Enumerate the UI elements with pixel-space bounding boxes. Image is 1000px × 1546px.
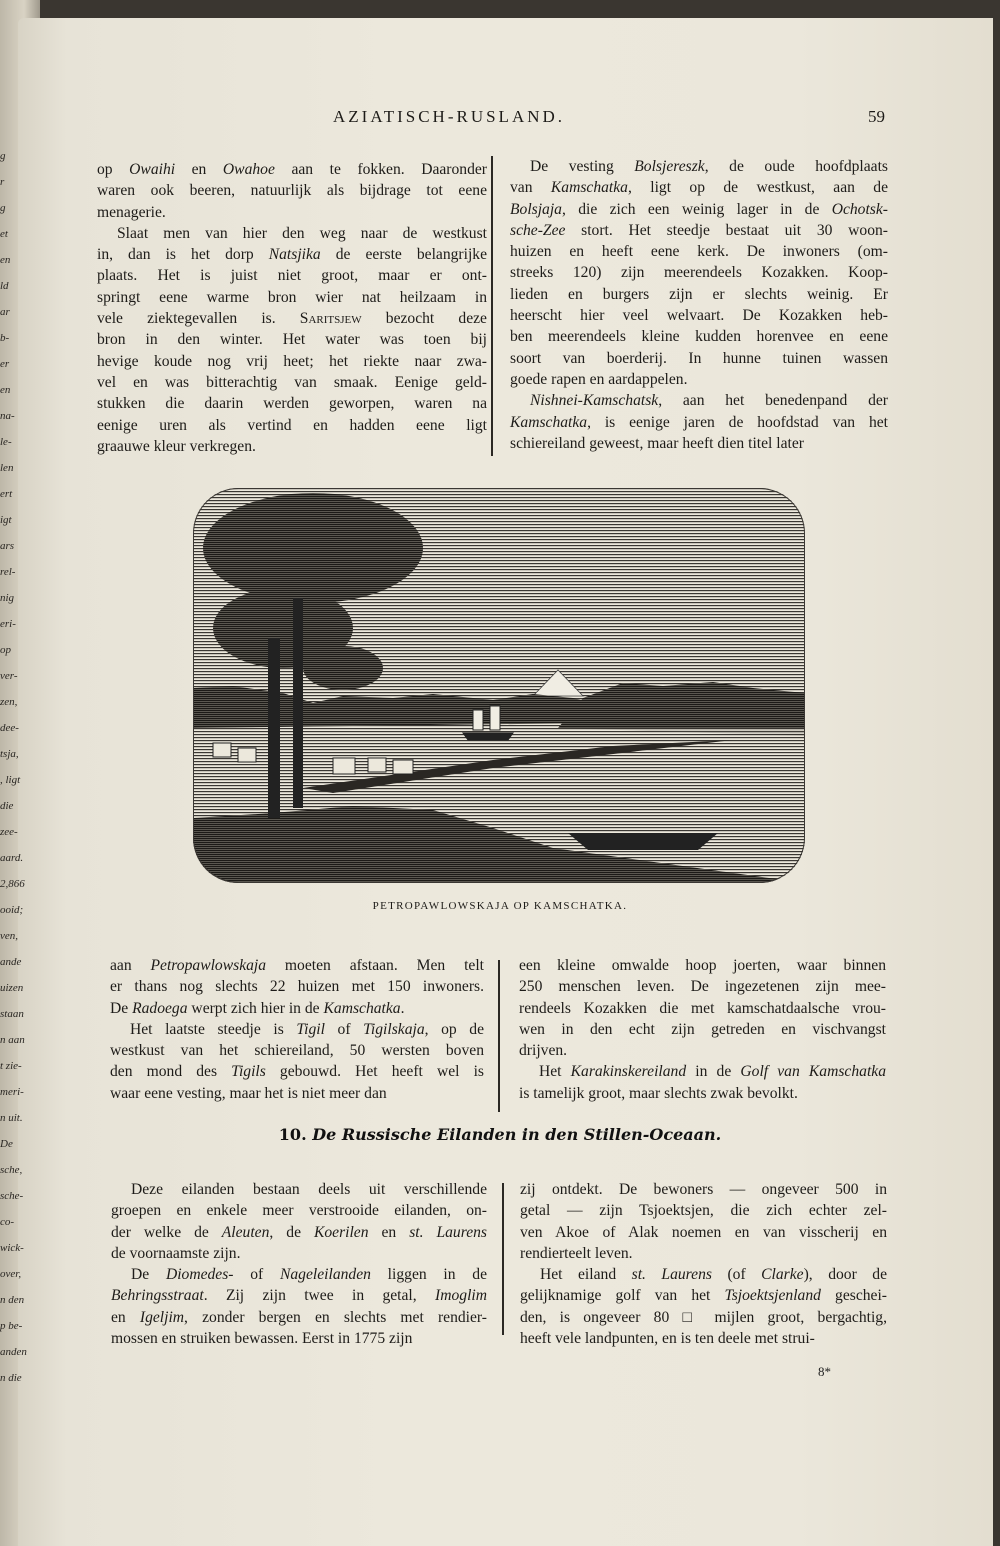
facing-page-fragment: en xyxy=(0,384,11,396)
text-line: is tamelijk groot, maar slechts zwak bevolkt. xyxy=(519,1084,798,1102)
text-line: een kleine omwalde hoop joerten, waar binnen xyxy=(519,957,886,974)
facing-page-fragment: len xyxy=(0,462,14,474)
text-line: ven Akoe of Alak noemen en van visscherij en xyxy=(520,1223,887,1241)
text-line: goede rapen en aardappelen. xyxy=(510,370,688,388)
text-line: waar eene vesting, maar het is niet meer dan xyxy=(110,1084,387,1102)
facing-page-fragment: aard. xyxy=(0,852,24,864)
facing-page-fragment: nig xyxy=(0,592,15,604)
facing-page-fragment: ven, xyxy=(0,930,19,942)
column-rule xyxy=(502,1183,504,1335)
text-line: Behringsstraat. Zij zijn twee in getal, Imoglim xyxy=(111,1287,487,1305)
text-line: er thans nog slechts 22 huizen met 150 inwoners. xyxy=(110,978,484,996)
text-line: heerscht hier veel welvaart. De Kozakken heb- xyxy=(510,307,888,325)
text-line: vel en was bitterachtig van smaak. Eenige geld- xyxy=(97,373,487,391)
facing-page-fragment: le- xyxy=(0,436,12,448)
text-line: aan Petropawlowskaja moeten afstaan. Men telt xyxy=(110,957,485,974)
text-line: lieden en burgers zijn er slechts weinig. Er xyxy=(510,285,888,303)
facing-page-fragment: er xyxy=(0,358,10,370)
text-line: menagerie. xyxy=(97,203,166,221)
facing-page-fragment: over, xyxy=(0,1268,22,1280)
text-line: ben meerendeels kleine kudden horenvee en eene xyxy=(510,328,888,346)
facing-page-fragment: zen, xyxy=(0,696,18,708)
facing-page-fragment: wick- xyxy=(0,1242,24,1254)
facing-page-fragment: uizen xyxy=(0,982,24,994)
text-line: zij ontdekt. De bewoners — ongeveer 500 in xyxy=(520,1181,887,1198)
facing-page-fragment: die xyxy=(0,800,14,812)
text-line: De Diomedes- of Nageleilanden liggen in de xyxy=(131,1266,487,1284)
facing-page-fragment: en xyxy=(0,254,11,266)
running-title: AZIATISCH-RUSLAND. xyxy=(333,107,566,126)
column-bottom-right xyxy=(520,1179,887,1349)
text-line: groepen en enkele meer verstrooide eilanden, on- xyxy=(111,1202,487,1220)
facing-page-fragment: ld xyxy=(0,280,9,292)
facing-page-fragment: n aan xyxy=(0,1034,25,1046)
text-line: De Radoega werpt zich hier in de Kamschatka. xyxy=(110,999,405,1017)
facing-page-fragment: rel- xyxy=(0,566,16,578)
section-heading xyxy=(0,1125,1000,1144)
column-bottom-left xyxy=(111,1179,487,1349)
text-line: Deze eilanden bestaan deels uit verschillende xyxy=(131,1181,487,1198)
facing-page-fragment: zee- xyxy=(0,826,18,838)
text-line: van Kamschatka, ligt op de westkust, aan de xyxy=(510,179,888,197)
text-line: Slaat men van hier den weg naar de westkust xyxy=(117,224,487,242)
boat xyxy=(568,833,718,850)
text-line: eenige uren als vertind en hadden eene ligt xyxy=(97,416,487,434)
text-line: rendeels Kozakken die met kamschatdaalsche vrou- xyxy=(519,999,886,1017)
text-line: 250 menschen leven. De ingezetenen zijn mee- xyxy=(519,978,886,996)
facing-page-fragment: , ligt xyxy=(0,774,21,786)
facing-page-fragment: n den xyxy=(0,1294,25,1306)
illustration-petropawlowskaja xyxy=(193,488,805,883)
column-rule xyxy=(491,156,493,456)
illustration-caption: PETROPAWLOWSKAJA OP KAMSCHATKA. xyxy=(372,900,628,912)
text-line: rendierteelt leven. xyxy=(520,1244,633,1262)
text-line: wen in den echt zijn getreden en vischvangst xyxy=(519,1020,886,1038)
facing-page-fragment: meri- xyxy=(0,1086,24,1098)
facing-page-fragment: t zie- xyxy=(0,1060,22,1072)
text-line: sche-Zee stort. Het steedje bestaat uit 30 woon- xyxy=(510,221,888,239)
facing-page-fragment: g xyxy=(0,150,6,162)
text-line: Nishnei-Kamschatsk, aan het benedenpand der xyxy=(530,392,888,410)
facing-page-fragment: b- xyxy=(0,332,10,344)
text-line: huizen en heeft eene kerk. De inwoners (om- xyxy=(510,243,888,261)
text-line: streeks 120) zijn meerendeels Kozakken. Koop- xyxy=(510,264,888,282)
facing-page-fragment: op xyxy=(0,644,11,656)
text-line: de voornaamste zijn. xyxy=(111,1244,241,1262)
facing-page-fragment: staan xyxy=(0,1008,24,1020)
column-rule xyxy=(498,960,500,1112)
text-line: den, is ongeveer 80 □ mijlen groot, bergachtig, xyxy=(520,1308,887,1326)
text-line: waren ook beeren, natuurlijk als bijdrage tot eene xyxy=(97,182,487,200)
text-line: springt eene warme bron wier nat heilzaam in xyxy=(97,288,487,306)
text-line: stukken die daarin werden geworpen, waren na xyxy=(97,395,487,413)
page-number: 59 xyxy=(868,107,885,126)
facing-page-fragment: ande xyxy=(0,956,22,968)
facing-page-fragment: eri- xyxy=(0,618,16,630)
facing-page-fragment: sche- xyxy=(0,1190,24,1202)
text-line: den mond des Tigils gebouwd. Het heeft wel is xyxy=(110,1063,484,1081)
facing-page-fragment: r xyxy=(0,176,5,188)
text-line: hevige koude nog vrij heet; het riekte naar zwa- xyxy=(97,352,487,370)
facing-page-fragment: ars xyxy=(0,540,15,552)
column-top-right xyxy=(510,156,888,454)
facing-page-fragment: g xyxy=(0,202,6,214)
facing-page-fragment: ert xyxy=(0,488,13,500)
text-line: drijven. xyxy=(519,1042,568,1060)
facing-page-fragment: tsja, xyxy=(0,748,19,760)
text-line: op Owaihi en Owahoe aan te fokken. Daaronder xyxy=(97,161,487,178)
facing-page-fragment: igt xyxy=(0,514,12,526)
text-line: in, dan is het dorp Natsjika de eerste belangrijke xyxy=(97,246,487,264)
section-number: 10. xyxy=(278,1125,307,1144)
facing-page-fragment: n die xyxy=(0,1372,22,1384)
text-line: plaats. Het is juist niet groot, maar er ont- xyxy=(97,267,487,285)
text-line: westkust van het schiereiland, 50 wersten boven xyxy=(110,1042,484,1060)
facing-page-fragment: p be- xyxy=(0,1320,23,1332)
facing-page-fragment: ooid; xyxy=(0,904,24,916)
text-line: Het laatste steedje is Tigil of Tigilskaja, op de xyxy=(130,1020,484,1038)
facing-page-fragment: 2,866 xyxy=(0,878,25,890)
text-line: bron in den winter. Het water was toen bij xyxy=(97,331,487,349)
column-mid-right xyxy=(519,955,886,1104)
text-line: soort van boerderij. In hunne tuinen wassen xyxy=(510,349,888,367)
text-line: Het Karakinskereiland in de Golf van Kamschatka xyxy=(539,1063,886,1081)
facing-page-fragment: co- xyxy=(0,1216,15,1228)
facing-page-fragment: ver- xyxy=(0,670,18,682)
text-line: en Igeljim, zonder bergen en slechts met rendier- xyxy=(111,1308,487,1326)
facing-page-fragment: sche, xyxy=(0,1164,23,1176)
text-line: graauwe kleur verkregen. xyxy=(97,437,256,455)
text-line: Kamschatka, is eenige jaren de hoofdstad van het xyxy=(510,413,888,431)
text-line: schiereiland geweest, maar heeft dien titel later xyxy=(510,434,804,452)
column-mid-left xyxy=(110,955,484,1104)
text-line: Bolsjaja, die zich een weinig lager in de Ochotsk- xyxy=(510,200,888,218)
section-title: De Russische Eilanden in den Stillen-Oceaan. xyxy=(312,1125,722,1144)
text-line: gelijknamige golf van het Tsjoektsjenland geschei- xyxy=(520,1287,887,1305)
text-line: mossen en struiken bewassen. Eerst in 1775 zijn xyxy=(111,1330,413,1348)
column-top-left xyxy=(97,159,487,457)
facing-page-fragment: dee- xyxy=(0,722,19,734)
text-line: getal — zijn Tsjoektsjen, die zich echter zel- xyxy=(520,1202,887,1220)
facing-page-fragment: De xyxy=(0,1138,13,1150)
text-line: heeft vele landpunten, en is ten deele met strui- xyxy=(520,1330,815,1348)
facing-page-fragment: na- xyxy=(0,410,15,422)
facing-page-fragment: n uit. xyxy=(0,1112,23,1124)
text-line: De vesting Bolsjereszk, de oude hoofdplaats xyxy=(530,158,888,175)
text-line: vele ziektegevallen is. Saritsjew bezocht deze xyxy=(97,310,487,328)
text-line: Het eiland st. Laurens (of Clarke), door de xyxy=(540,1266,887,1284)
facing-page-fragment: et xyxy=(0,228,8,240)
facing-page-fragment: anden xyxy=(0,1346,27,1358)
facing-page-fragment: ar xyxy=(0,306,10,318)
signature-mark: 8* xyxy=(818,1364,831,1379)
text-line: der welke de Aleuten, de Koerilen en st. Laurens xyxy=(111,1223,487,1241)
